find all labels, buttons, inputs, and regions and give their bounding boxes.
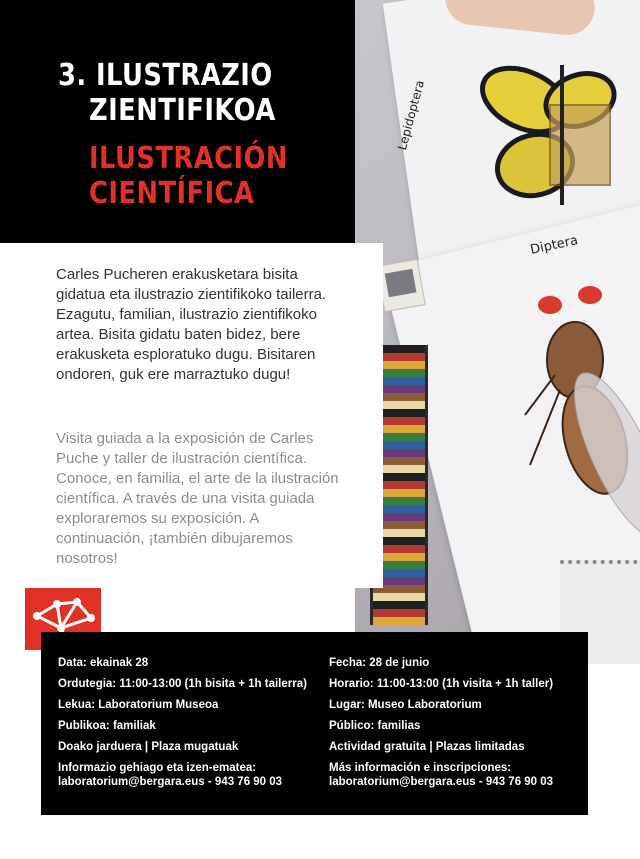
title-eu-line1: 3. ILUSTRAZIO bbox=[58, 58, 273, 93]
info-eu-place: Lekua: Laboratorium Museoa bbox=[58, 699, 219, 711]
info-panel bbox=[41, 632, 588, 815]
info-eu-schedule: Ordutegia: 11:00-13:00 (1h bisita + 1h tailerra) bbox=[58, 678, 307, 690]
info-castellano bbox=[329, 656, 584, 795]
info-es-place: Lugar: Museo Laboratorium bbox=[329, 699, 482, 711]
info-eu-contact bbox=[58, 761, 323, 795]
lepidoptera-label: Lepidoptera bbox=[395, 78, 428, 152]
title-es-line1: ILUSTRACIÓN bbox=[89, 141, 288, 176]
title-es-line2: CIENTÍFICA bbox=[89, 176, 255, 211]
info-es-price: Actividad gratuita | Plazas limitadas bbox=[329, 741, 525, 753]
info-es-contact-label: Más información e inscripciones: bbox=[329, 762, 512, 774]
fly-drawing bbox=[520, 265, 640, 565]
info-es-contact-value[interactable]: laboratorium@bergara.eus - 943 76 90 03 bbox=[329, 776, 554, 788]
info-eu-audience: Publikoa: familiak bbox=[58, 720, 156, 732]
eraser bbox=[376, 259, 426, 313]
info-eu-price: Doako jarduera | Plaza mugatuak bbox=[58, 741, 239, 753]
info-es-date: Fecha: 28 de junio bbox=[329, 657, 430, 669]
title-block bbox=[0, 0, 355, 243]
info-es-audience: Público: familias bbox=[329, 720, 421, 732]
title-eu-line2: ZIENTIFIKOA bbox=[89, 93, 276, 128]
info-eu-contact-value[interactable]: laboratorium@bergara.eus - 943 76 90 03 bbox=[58, 776, 283, 788]
description-block bbox=[0, 243, 383, 588]
info-eu-date: Data: ekainak 28 bbox=[58, 657, 149, 669]
info-euskara bbox=[58, 656, 323, 795]
diptera-label: Diptera bbox=[528, 233, 580, 258]
description-castellano: Visita guiada a la exposición de Carles Puche y taller de ilustración científica. Conoce, en familia, el arte de la ilustración científica. A través de una visita guiada exploraremos su exposición. A continuación, ¡también dibujaremos nosotros! bbox=[56, 430, 339, 567]
info-es-contact bbox=[329, 761, 584, 795]
info-eu-contact-label: Informazio gehiago eta izen-ematea: bbox=[58, 762, 257, 774]
butterfly-drawing bbox=[470, 45, 640, 225]
description-euskara: Carles Pucheren erakusketara bisita gidatua eta ilustrazio zientifikoko tailerra. Ezagutu, familian, ilustrazio zientifikoko artea. Bisita gidatu baten bidez, bere erakusketa esploratuko dugu. Bisitaren ondoren, guk ere marraztuko dugu! bbox=[56, 266, 327, 383]
info-es-schedule: Horario: 11:00-13:00 (1h visita + 1h taller) bbox=[329, 678, 554, 690]
